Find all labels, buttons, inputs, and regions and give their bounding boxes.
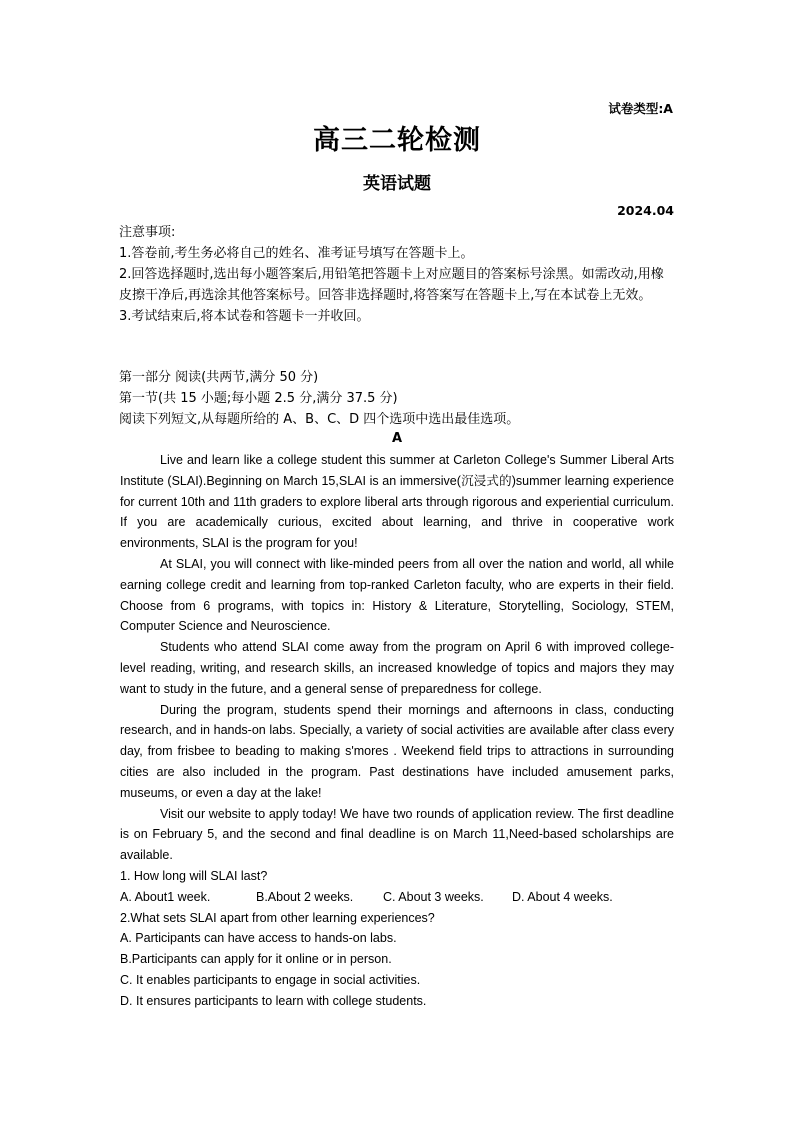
notes-item: 2.回答选择题时,选出每小题答案后,用铅笔把答题卡上对应题目的答案标号涂黑。如需改动,用橡皮擦干净后,再选涂其他答案标号。回答非选择题时,将答案写在答题卡上,写在本试卷上无效。 xyxy=(119,267,664,303)
passage-paragraph: At SLAI, you will connect with like-minded peers from all over the nation and world, all while earning college credit and learning from top-ranked Carleton faculty, who are experts in their field. Choose from 6 programs, with topics in: History & Literature, Storytelling, Sociology, STEM, Computer Science and Neuroscience. xyxy=(120,556,674,634)
paper-type-label: 试卷类型:A xyxy=(608,101,673,116)
question-2-option-a[interactable]: A. Participants can have access to hands-on labs. xyxy=(120,931,397,946)
questions-section xyxy=(120,866,674,1012)
notes-item: 3.考试结束后,将本试卷和答题卡一并收回。 xyxy=(119,309,370,324)
passage-letter: A xyxy=(391,431,403,446)
passage-paragraph: Live and learn like a college student this summer at Carleton College's Summer Liberal Arts Institute (SLAI).Beginning on March 15,SLAI is an immersive(沉浸式的)summer learning experience for current 10th and 11th graders to explore liberal arts through rigorous and experiential curriculum. If you are academically curious, excited about learning, and thrive in cooperative work environments, SLAI is the program for you! xyxy=(120,453,674,551)
question-2-option-d[interactable]: D. It ensures participants to learn with college students. xyxy=(120,993,427,1008)
question-1-stem: 1. How long will SLAI last? xyxy=(120,869,268,883)
question-1-option-a[interactable]: A. About1 week. xyxy=(120,889,211,904)
exam-date: 2024.04 xyxy=(617,203,674,218)
question-2-stem: 2.What sets SLAI apart from other learning experiences? xyxy=(120,910,435,925)
section-info xyxy=(119,367,519,430)
question-2-option-b[interactable]: B.Participants can apply for it online or in person. xyxy=(120,952,392,967)
question-1-option-d[interactable]: D. About 4 weeks. xyxy=(512,889,613,904)
reading-instruction: 阅读下列短文,从每题所给的 A、B、C、D 四个选项中选出最佳选项。 xyxy=(119,412,520,427)
question-1-option-c[interactable]: C. About 3 weeks. xyxy=(383,889,484,904)
part-heading: 第一部分 阅读(共两节,满分 50 分) xyxy=(119,370,319,385)
passage-body xyxy=(120,450,674,866)
notes-heading: 注意事项: xyxy=(119,225,176,240)
passage-paragraph: During the program, students spend their mornings and afternoons in class, conducting research, and in hands-on labs. Specially, a variety of social activities are available after class every day, from frisbee to beading to making s'mores . Weekend field trips to attractions in surrounding cities are also included in the program. Past destinations have included amusement parks, museums, or even a day at the lake! xyxy=(120,702,674,800)
passage-paragraph: Students who attend SLAI come away from the program on April 6 with improved college-level reading, writing, and research skills, an increased knowledge of topics and majors they may want to study in the future, and a general sense of preparedness for college. xyxy=(120,640,674,696)
question-1-option-b[interactable]: B.About 2 weeks. xyxy=(256,889,354,904)
notes-section xyxy=(119,222,675,327)
question-1-options xyxy=(120,887,674,908)
subsection-heading: 第一节(共 15 小题;每小题 2.5 分,满分 37.5 分) xyxy=(119,391,398,406)
exam-title: 高三二轮检测 xyxy=(313,125,481,156)
exam-subtitle: 英语试题 xyxy=(363,174,431,194)
passage-paragraph: Visit our website to apply today! We have two rounds of application review. The first deadline is on February 5, and the second and final deadline is on March 11,Need-based scholarships are available. xyxy=(120,806,674,863)
question-2-option-c[interactable]: C. It enables participants to engage in social activities. xyxy=(120,972,421,987)
notes-item: 1.答卷前,考生务必将自己的姓名、准考证号填写在答题卡上。 xyxy=(119,246,474,261)
